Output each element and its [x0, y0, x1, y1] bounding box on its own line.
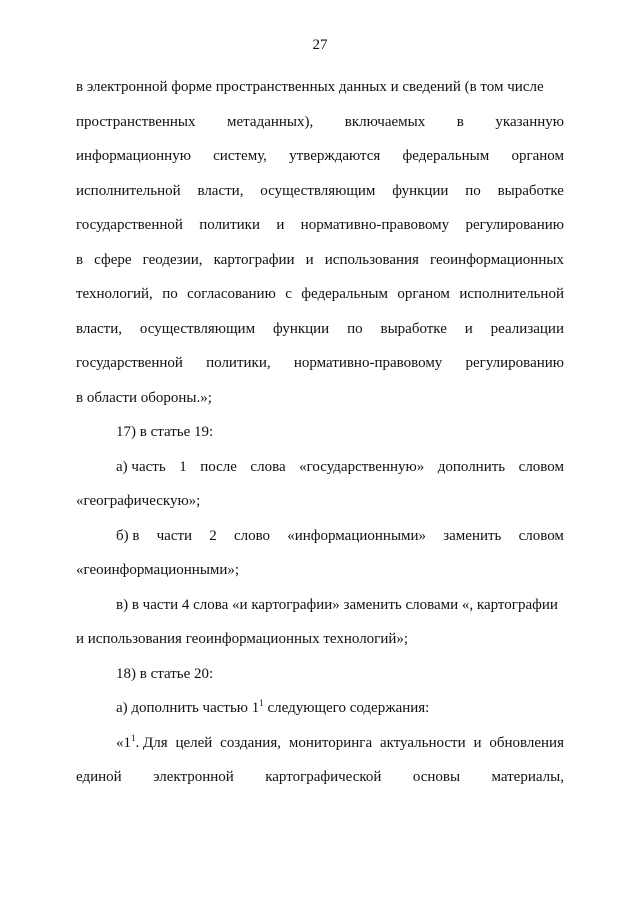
word: части: [156, 527, 193, 544]
word: информационную: [76, 148, 191, 164]
word: политики,: [206, 355, 271, 371]
word: федеральным: [301, 286, 388, 302]
superscript: 1: [259, 698, 264, 708]
text-run: в электронной форме пространственных данных и сведений (в том числе: [76, 79, 544, 95]
word: геоинформационных: [430, 251, 564, 268]
word: регулированию: [465, 355, 564, 371]
word: федеральным: [402, 148, 490, 164]
text-line: [76, 174, 564, 209]
word: и: [473, 734, 482, 751]
word: государственной: [76, 355, 183, 371]
word: б) в: [116, 527, 140, 544]
word: по: [347, 320, 363, 337]
list-heading-18: [76, 657, 564, 692]
page-number: 27: [312, 37, 328, 53]
text-run: следующего содержания:: [263, 700, 430, 716]
text-line: [76, 277, 564, 312]
word: заменить: [443, 527, 502, 544]
word: политики: [199, 217, 260, 233]
word: выработке: [380, 320, 447, 337]
text-line: [76, 588, 564, 623]
word: геодезии,: [142, 251, 203, 268]
word: по: [465, 182, 481, 199]
word: картографии: [213, 251, 295, 268]
word: власти,: [197, 182, 244, 199]
word: государственной: [76, 217, 183, 233]
word: использования: [324, 251, 419, 268]
word: и: [305, 251, 314, 268]
word: словом: [518, 458, 564, 475]
word: «государственную»: [299, 458, 425, 475]
word: с: [285, 286, 292, 302]
text-line: [76, 139, 564, 174]
text-run: . Для: [135, 734, 168, 751]
word: 2: [209, 527, 217, 544]
text-run: «1: [116, 734, 131, 751]
superscript: 1: [131, 732, 136, 743]
text-line: [76, 381, 564, 416]
text-line: [76, 484, 564, 519]
word: и: [276, 217, 285, 233]
word: словом: [518, 527, 564, 544]
text-line: [76, 726, 564, 761]
word: нормативно-правовому: [300, 217, 450, 233]
word: 1: [179, 458, 187, 475]
word: систему,: [213, 148, 267, 164]
word: исполнительной: [76, 182, 181, 199]
word: нормативно-правовому: [293, 355, 443, 371]
word: единой: [76, 769, 122, 785]
text-line: [76, 70, 564, 105]
word: реализации: [490, 320, 564, 337]
text-line: [76, 691, 564, 726]
word: согласованию: [187, 286, 276, 302]
text-run: «географическую»;: [76, 493, 201, 509]
word: [116, 726, 168, 761]
text-line: [76, 105, 564, 140]
list-heading-17: [76, 415, 564, 450]
body-text: [76, 70, 564, 795]
text-line: [76, 450, 564, 485]
word: создания,: [220, 734, 281, 751]
word: органом: [397, 286, 450, 302]
text-line: [76, 312, 564, 347]
word: регулированию: [465, 217, 564, 233]
word: электронной: [153, 769, 234, 785]
text-line: [76, 208, 564, 243]
word: технологий,: [76, 286, 153, 302]
word: целей: [175, 734, 213, 751]
word: исполнительной: [459, 286, 564, 302]
word: в: [456, 113, 464, 130]
text-line: [76, 243, 564, 278]
word: метаданных),: [227, 113, 314, 130]
word: дополнить: [437, 458, 506, 475]
word: по: [162, 286, 178, 302]
word: выработке: [497, 182, 564, 199]
word: «информационными»: [287, 527, 427, 544]
word: указанную: [495, 113, 564, 130]
text-run: и использования геоинформационных технологий»;: [76, 631, 409, 647]
word: обновления: [489, 734, 564, 751]
word: сфере: [94, 251, 132, 268]
text-run: 18) в статье 20:: [116, 665, 214, 682]
word: мониторинга: [288, 734, 373, 751]
word: основы: [412, 769, 461, 785]
text-run: в области обороны.»;: [76, 389, 212, 406]
word: функции: [272, 320, 330, 337]
text-run: 17) в статье 19:: [116, 424, 214, 440]
word: пространственных: [76, 113, 196, 130]
word: слово: [233, 527, 271, 544]
text-run: а) дополнить частью 1: [116, 700, 260, 716]
text-run: «геоинформационными»;: [76, 562, 240, 578]
word: а) часть: [116, 458, 166, 475]
word: органом: [511, 148, 564, 164]
word: картографической: [265, 769, 382, 785]
text-line: [76, 760, 564, 795]
word: материалы,: [491, 769, 564, 785]
text-run: в) в части 4 слова «и картографии» заменить словами «, картографии: [116, 596, 558, 613]
word: в: [76, 251, 84, 268]
word: функции: [392, 182, 449, 199]
word: включаемых: [344, 113, 426, 130]
word: осуществляющим: [260, 182, 376, 199]
text-line: [76, 553, 564, 588]
word: и: [464, 320, 473, 337]
word: осуществляющим: [139, 320, 256, 337]
word: после: [200, 458, 237, 475]
text-line: [76, 346, 564, 381]
word: власти,: [76, 320, 123, 337]
word: утверждаются: [289, 148, 381, 164]
text-line: [76, 519, 564, 554]
text-line: [76, 622, 564, 657]
word: слова: [250, 458, 286, 475]
word: актуальности: [379, 734, 466, 751]
